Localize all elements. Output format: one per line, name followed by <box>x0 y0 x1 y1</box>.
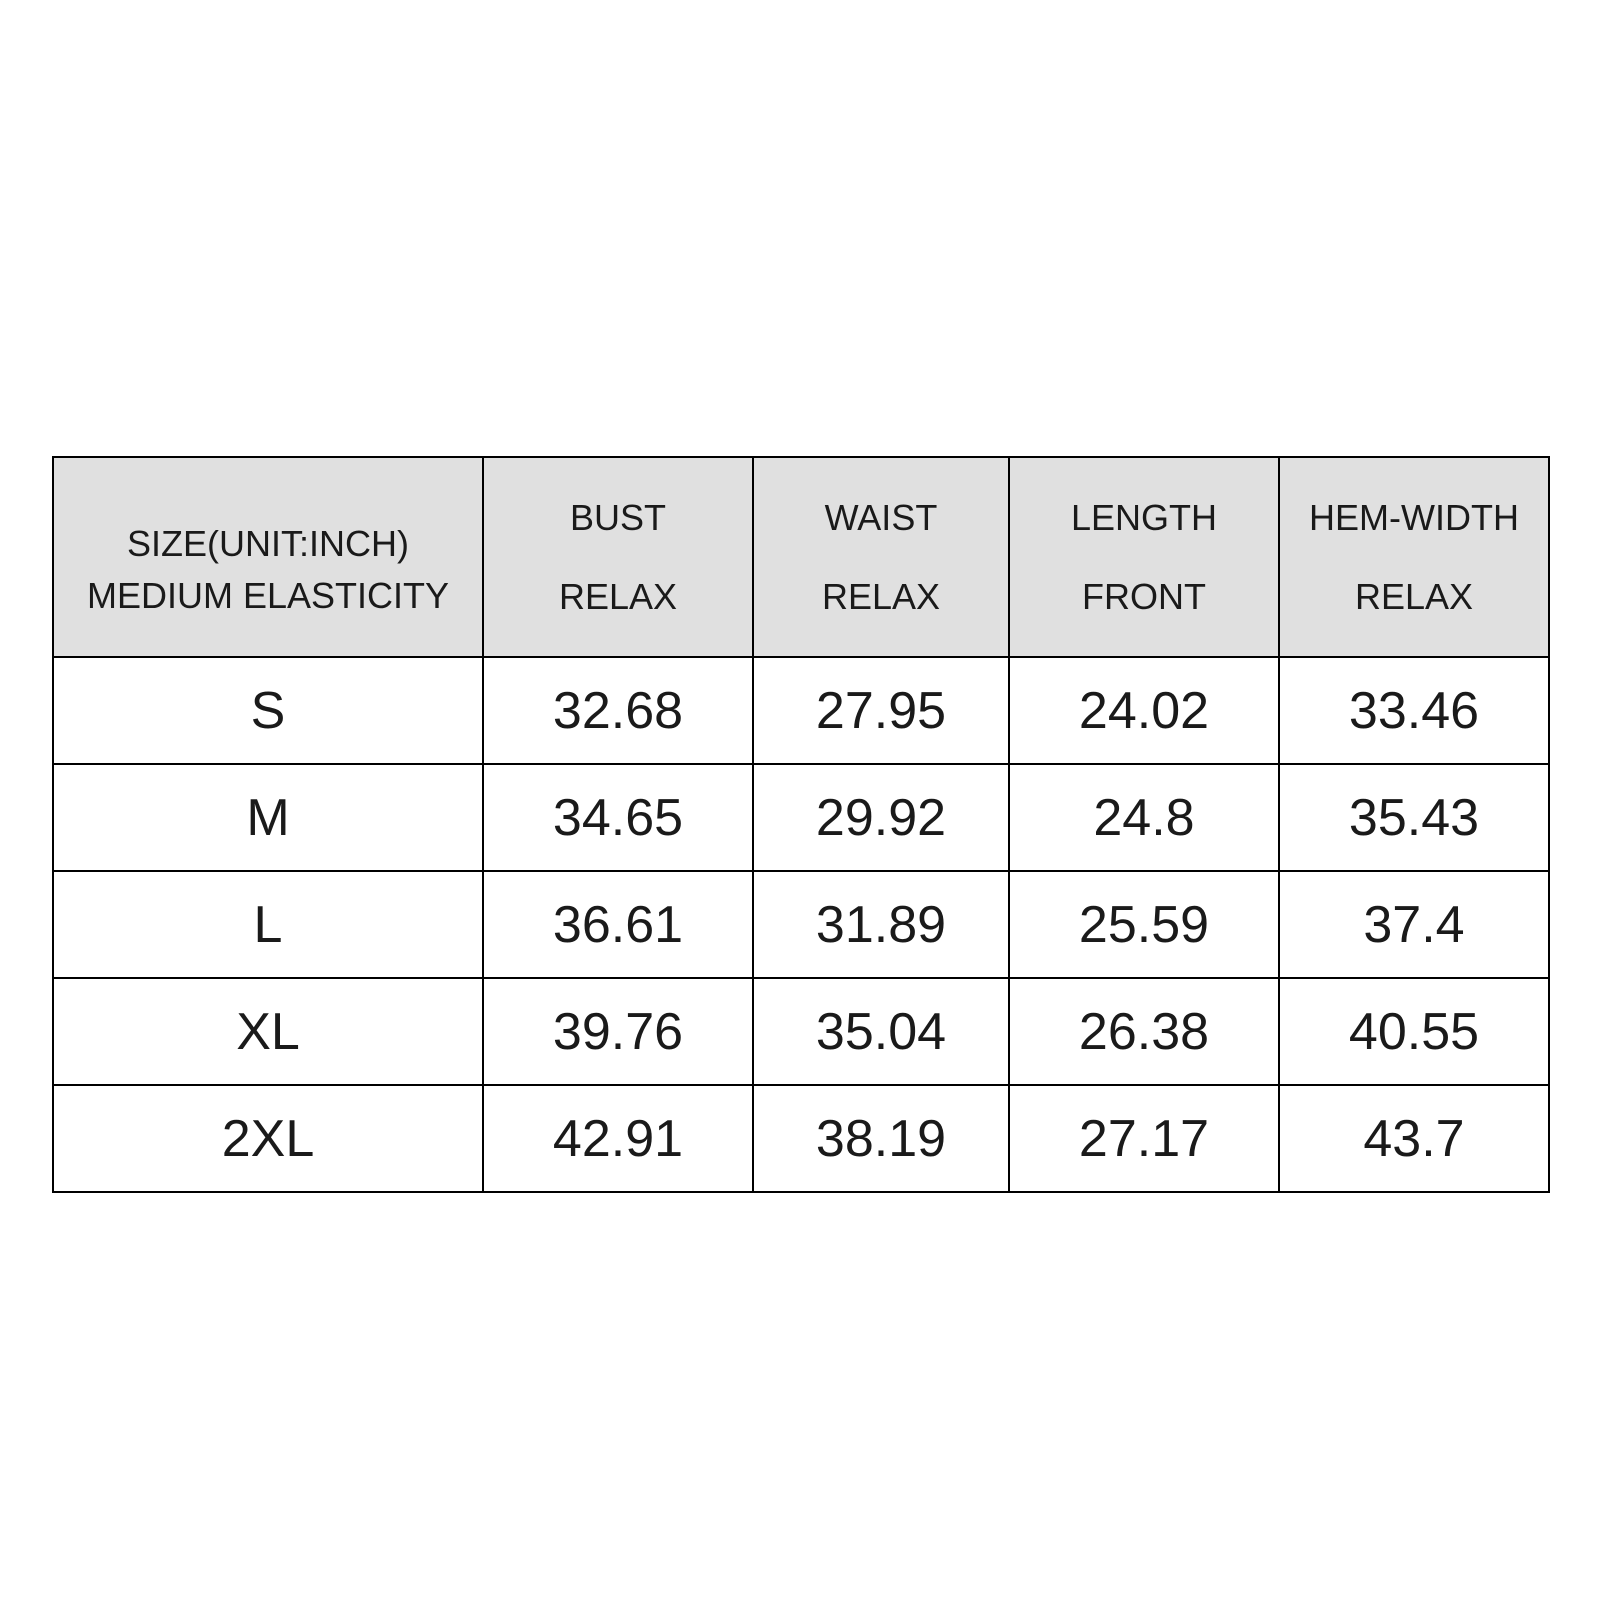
size-chart-table <box>52 456 1550 1193</box>
hem-width-value: 37.4 <box>1279 871 1549 978</box>
table-row-l <box>53 871 1549 978</box>
header-size-line1: SIZE(UNIT:INCH) <box>127 523 409 564</box>
size-label: XL <box>53 978 483 1085</box>
header-length-cell <box>1009 457 1279 657</box>
bust-value: 42.91 <box>483 1085 753 1192</box>
header-hem-width-line1: HEM-WIDTH <box>1309 497 1519 538</box>
waist-value: 27.95 <box>753 657 1009 764</box>
bust-value: 36.61 <box>483 871 753 978</box>
bust-value: 34.65 <box>483 764 753 871</box>
length-value: 27.17 <box>1009 1085 1279 1192</box>
length-value: 25.59 <box>1009 871 1279 978</box>
length-value: 24.02 <box>1009 657 1279 764</box>
header-waist-line2: RELAX <box>821 576 941 617</box>
header-size-cell <box>53 457 483 657</box>
hem-width-value: 40.55 <box>1279 978 1549 1085</box>
header-bust-line1: BUST <box>569 497 666 538</box>
size-label: L <box>53 871 483 978</box>
waist-value: 31.89 <box>753 871 1009 978</box>
header-length-line1: LENGTH <box>1070 497 1218 538</box>
header-length-line2: FRONT <box>1082 576 1206 617</box>
header-bust-line2: RELAX <box>558 576 678 617</box>
bust-value: 39.76 <box>483 978 753 1085</box>
header-row <box>53 457 1549 657</box>
table-row-s <box>53 657 1549 764</box>
header-hem-width-line2: RELAX <box>1354 576 1474 617</box>
hem-width-value: 35.43 <box>1279 764 1549 871</box>
table-row-2xl <box>53 1085 1549 1192</box>
hem-width-value: 43.7 <box>1279 1085 1549 1192</box>
size-label: S <box>53 657 483 764</box>
header-bust-cell <box>483 457 753 657</box>
waist-value: 29.92 <box>753 764 1009 871</box>
header-hem-width-cell <box>1279 457 1549 657</box>
header-waist-cell <box>753 457 1009 657</box>
length-value: 26.38 <box>1009 978 1279 1085</box>
size-label: 2XL <box>53 1085 483 1192</box>
header-size-line2: MEDIUM ELASTICITY <box>86 575 450 616</box>
table-row-xl <box>53 978 1549 1085</box>
length-value: 24.8 <box>1009 764 1279 871</box>
waist-value: 38.19 <box>753 1085 1009 1192</box>
bust-value: 32.68 <box>483 657 753 764</box>
table-row-m <box>53 764 1549 871</box>
header-waist-line1: WAIST <box>824 497 938 538</box>
waist-value: 35.04 <box>753 978 1009 1085</box>
size-label: M <box>53 764 483 871</box>
hem-width-value: 33.46 <box>1279 657 1549 764</box>
